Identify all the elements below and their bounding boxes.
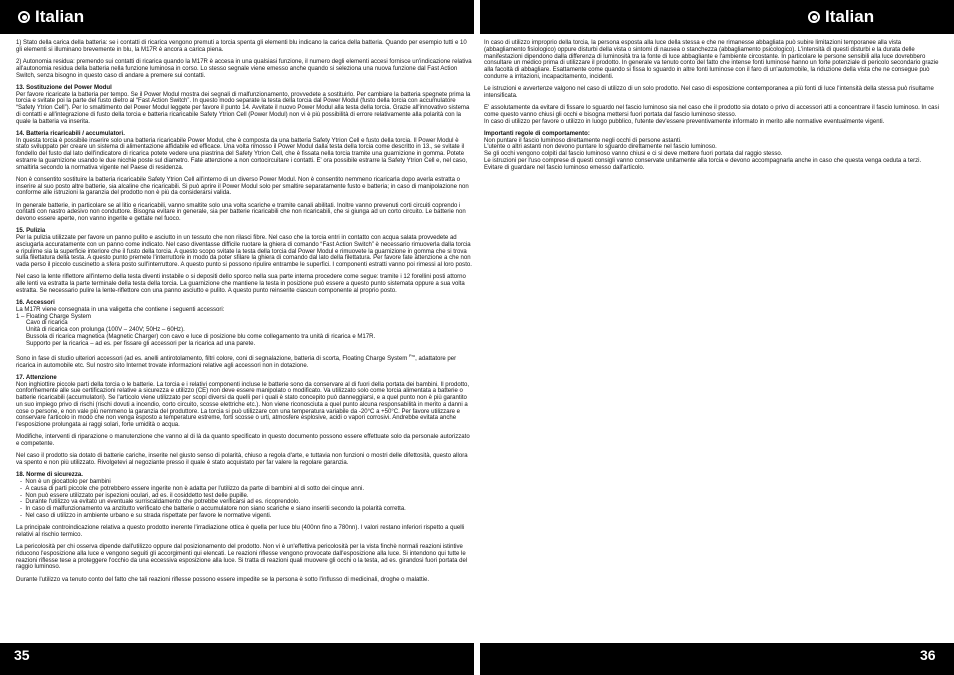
left-column <box>16 40 472 589</box>
section-heading: 18. Norme di sicurezza. <box>16 472 83 479</box>
text-fragment: , adattatore per ricarica in automobile etc. Sul nostro sito Internet trovate informazioni relative agli accessori non in dotazione. <box>16 355 457 369</box>
section-heading: 17. Attenzione <box>16 374 57 381</box>
paragraph: Le istruzioni e avvertenze valgono nel caso di utilizzo di un solo prodotto. Nel caso di esposizione contemporanea a più fonti di luce l'intensità della stessa può risultarne intensificata. <box>484 86 934 99</box>
paragraph: E' assolutamente da evitare di fissare lo sguardo nel fascio luminoso sia nel caso che il prodotto sia dotato o privo di accessori atti a concentrare il fascio luminoso. In casi come questo vanno chiusi gli occhi e bisogna mettersi fuori portata dal fascio luminoso stesso. <box>484 105 939 118</box>
paragraph: La pericolosità per chi osserva dipende dall'utilizzo oppure dal posizionamento del prodotto. Non vi è un'effettiva pericolosità per la vista finchè normali reazioni istintive riducono l'esposizione alla luce e vengono seguiti gli accorgimenti qui elencati. Le reazioni riflesse vengono provocate dall'esposizione alla luce. Si intendono qui tutte le reazioni riflesse tese a proteggere l'occhio da una eccessiva esposizione alla luce. Si tratta di reazioni quali muovere gli occhi o la testa, ad es. girandosi fuori portata del raggio luminoso. <box>16 544 468 571</box>
section-heading: 16. Accessori <box>16 300 55 306</box>
list-item: Bussola di ricarica magnetica (Magnetic Charger) con cavo e luce di posizione blu come collegamento tra unità di ricarica e M17R. <box>26 333 376 340</box>
paragraph: La M17R viene consegnata in una valigetta che contiene i seguenti accessori: <box>16 306 225 313</box>
section-heading: Importanti regole di comportamento: <box>484 130 590 137</box>
language-label-left <box>18 7 84 27</box>
superscript: Pro <box>408 352 416 358</box>
paragraph: Nel caso il prodotto sia dotato di batterie cariche, inserite nel giusto senso di polarità, chiuso a regola d'arte, e tuttavia non funzioni o mostri delle difettosità, questo allora va spento e non più utilizzato. Rivolgetevi al negoziante presso il quale è stato acquistato per far valere la regolare garanzia. <box>16 453 468 467</box>
text-fragment: Sono in fase di studio ulteriori accessori (ad es. anelli antirotolamento, filtri colore, coni di segnalazione, batteria di scorta, Floating Charge System <box>16 355 408 362</box>
paragraph <box>16 353 472 370</box>
list-item: Supporto per la ricarica – ad es. per fissare gli accessori per la ricarica ad una parete. <box>26 340 256 347</box>
bullet-circle-icon <box>808 11 820 23</box>
list-item: Non puntare il fascio luminoso direttamente negli occhi di persone astanti. <box>484 137 682 144</box>
list-item: - Nel caso di utilizzo in ambiente urbano e su strada rispettate per favore le normative vigenti. <box>20 512 272 519</box>
page-number-left: 35 <box>14 647 30 663</box>
list-item: - In caso di malfunzionamento va anzitutto verificato che batterie o accumulatore non siano scariche e siano inseriti secondo la polarità corretta. <box>20 506 406 513</box>
list-item: 1 – Floating Charge System <box>16 313 91 320</box>
list-item: Evitare di guardare nel fascio luminoso emesso dall'articolo. <box>484 164 645 171</box>
page-number-right: 36 <box>920 647 936 663</box>
footer-bar-left <box>0 643 474 675</box>
section-heading: 13. Sostituzione del Power Modul <box>16 84 112 91</box>
list-text: A causa di parti piccole che potrebbero essere ingerite non è adatta per l'utilizzo da parte di bambini al di sotto dei cinque anni. <box>25 485 365 492</box>
language-title: Italian <box>35 7 85 26</box>
list-item: Se gli occhi vengono colpiti dal fascio luminoso vanno chiusi e ci si deve mettere fuori portata dal raggio stesso. <box>484 151 783 157</box>
right-column <box>484 40 940 171</box>
paragraph: Per la pulizia utilizzate per favore un panno pulito e asciutto in un tessuto che non rilasci fibre. Nel caso che la torcia entri in contatto con acqua salata provvedete ad asciugarla accuratamente con un panno come indicato. Nel caso diventasse difficile ruotare la ghiera di comando “Fast Action Switch” è necessario rimuoverla dalla torcia e ripulirne sia la superficie interiore che il fusto della torcia. A questo scopo svitate la testa della torcia dal Power Modul e rimuovete la guarnizione in gomma che si trova sulla filettatura della testa. A questo punto premete l'interruttore in modo da poter sfilare la ghiera di comando dal lato della filettatura. Per favore fate attenzione a che non vada perso il piccolo cuscinetto a sfera posto sull'interruttore. A questo punto si possono ripulire entrambe le superfici. I componenti estratti vanno poi rimessi al loro posto. <box>16 235 472 268</box>
language-title: Italian <box>825 7 875 26</box>
paragraph: Per favore ricaricate la batteria per tempo. Se il Power Modul mostra dei segnali di malfunzionamento, provvedete a sostituirlo. Per cambiare la batteria spegnete prima la torcia e svitate poi la parte del fusto dietro al “Fast Action Switch”. In questo modo separate la testa della torcia dal Power Modul (fusto della torcia con accumulatore “Safety Ytrion Cell”). Per lo smaltimento del Power Modul leggete per favore il punto 14. Avvitate il nuovo Power Modul alla testa della torcia. Grazie all'innovativo sistema di contatti e all'integrazione di fusto della torcia e batteria ricaricabile Safety Ytrion Cell (Power Modul) non vi è più possibilità di errore relativamente alla polarità con la quale la batteria va inserita. <box>16 91 471 125</box>
list-item: - A causa di parti piccole che potrebbero essere ingerite non è adatta per l'utilizzo da parte di bambini al di sotto dei cinque anni. <box>20 485 365 492</box>
paragraph: 2) Autonomia residua: premendo sui contatti di ricarica quando la M17R è accesa in una qualsiasi funzione, il numero degli elementi accesi fornisce un'indicazione relativa all'autonomia residua della batteria nella funzione luminosa in corso. Lo stesso segnale viene emesso anche quando si seleziona una nuova funzione dal Fast Action Switch, senza bisogno in questo caso di andare a premere sui contatti. <box>16 59 472 79</box>
list-item: - Non è un giocattolo per bambini <box>20 479 111 486</box>
list-text: Non è un giocattolo per bambini <box>25 479 111 486</box>
list-text: Non può essere utilizzato per ispezioni oculari, ad es. il cosiddetto test delle pupille. <box>25 492 249 499</box>
list-item: Le istruzioni per l'uso comprese di questi consigli vanno conservate unitamente alla torcia e devono accompagnarla anche in caso che questa venga ceduta a terzi. <box>484 157 922 164</box>
paragraph: Non inghiottire piccole parti della torcia o le batterie. La torcia e i relativi componenti incluse le batterie sono da conservare al di fuori della portata dei bambini. Il prodotto, conformemente alle sue certificazioni relative a sicurezza e utilizzo (CE) non deve essere manipolato o modificato. Va utilizzato solo come torcia alimentata a batterie o batterie ricaricabili (accumulatori). Se l'articolo viene utilizzato per scopi diversi da quelli per i quali è stato concepito può danneggiarsi, e a quel punto non è più garantito un suo impiego privo di rischi (rischi dovuti a incendio, corto circuito, scosse elettriche etc.). Non viene riconosciuta a quel punto alcuna responsabilità in merito a danni a cose o persone, e non vale più nemmeno la garanzia del produttore. La torcia si può utilizzare con una temperatura variabile da -20°C a +50°C. Per favore utilizzare e conservare l'articolo in modo che non venga esposto a temperature estreme, forti scosse o urti, atmosfere esplosive, acidi o vapori corrosivi. Andrebbe evitata anche l'esposizione prolungata ai raggi solari, forte umidità o acqua. <box>16 381 470 429</box>
paragraph: Non è consentito sostituire la batteria ricaricabile Safety Ytrion Cell all'interno di un diverso Power Modul. Non è consentito nemmeno ricaricarla dopo averla estratta o inserire al suo posto altre batterie, sia alcaline che ricaricabili. Si può aprire il Power Modul solo per smaltire separatamente fusto e batteria; in caso di manipolazione non conforme alle istruzioni la garanzia del prodotto non è più da considerarsi valida. <box>16 176 469 197</box>
list-text: Nel caso di utilizzo in ambiente urbano e su strada rispettate per favore le normative vigenti. <box>25 512 272 519</box>
language-label-right <box>808 7 874 27</box>
paragraph: In caso di utilizzo per favore o utilizzo in luogo pubblico, l'utente dev'essere preventivamente informato in merito alle normative eventualmente vigenti. <box>484 118 885 125</box>
header-bar-right <box>480 0 954 34</box>
paragraph: La principale controindicazione relativa a questo prodotto inerente l'irradiazione ottica è quella per luce blu (400nn fino a 780nn). I valori restano inferiori rispetto a quelli relativi al rischio termico. <box>16 525 465 538</box>
list-item: - Durante l'utilizzo va evitato un eventuale surriscaldamento che potrebbe verificarsi ad es. ricoprendolo. <box>20 499 301 506</box>
section-heading: 14. Batteria ricaricabili / accumulatori. <box>16 130 125 137</box>
bullet-circle-icon <box>18 11 30 23</box>
list-item: Cavo di ricarica <box>26 320 68 327</box>
paragraph: 1) Stato della carica della batteria: se i contatti di ricarica vengono premuti a torcia spenta gli elementi blu indicano la carica della batteria. Quando per esempio tutti e 10 gli elementi si illuminano brevemente in blu, la M17R è ancora a carica piena. <box>16 40 467 53</box>
paragraph: In generale batterie, in particolare se al litio e ricaricabili, vanno smaltite solo una volta scariche e tramite canali abilitati. Inoltre vanno prevenuti corti circuiti coprendo i contatti con nastro adesivo non conduttore. Bisogna evitare in generale, sia per batterie ricaricabili che non ricaricabili, che si giunga ad un corto circuito. Le batterie non devono essere aperte, non vanno ingerite e gettate nel fuoco. <box>16 202 466 222</box>
paragraph: Nel caso la lente riflettore all'interno della testa diventi instabile o si depositi dello sporco nella sua parte interna procedere come segue: tramite i 12 forellini posti attorno alle lenti va estratta la parte terminale della testa della torcia. La guarnizione che mantiene la testa in posizione può essere a questo punto sistemata oppure a sua volta estratta. Se necessario pulire la lente-riflettore con una panno asciutto e pulito. A questo punto reinserite ciascun componente al proprio posto. <box>16 274 466 294</box>
paragraph: In caso di utilizzo improprio della torcia, la persona esposta alla luce della stessa e che ne rimanesse abbagliata può subire limitazioni temporanee alla vista (abbagliamento fisiologico) oppure disturbi della vista o sintomi di nausea o stanchezza (abbagliamento psicologico). L'intensità di questi disturbi e la durata delle manifestazioni dipendono dalla differenza di luminosità tra la fonte di luce abbagliante e l'ambiente circostante. In particolare le persone sensibili alla luce dovrebbero consultare un medico prima di utilizzare il prodotto. In generale va tenuto conto del fatto che intense fonti luminose hanno un forte potenziale di pericolo secondario grazie alla facoltà di abbagliare. Esattamente come quando si fissa lo sguardo in altre fonti luminose con il faro di un'automobile, la riduzione della vista che ne consegue può condurre a irritazioni, incapacitamento, incidenti. <box>484 40 939 80</box>
paragraph: Modifiche, interventi di riparazione o manutenzione che vanno al di là da quanto specificato in questo documento possono essere effettuate solo da personale autorizzato e competente. <box>16 434 470 448</box>
paragraph: Durante l'utilizzo va tenuto conto del fatto che tali reazioni riflesse possono essere impedite se la persona è sotto l'influsso di medicinali, droghe o malattie. <box>16 576 430 583</box>
list-item: - Non può essere utilizzato per ispezioni oculari, ad es. il cosiddetto test delle pupille. <box>20 492 249 499</box>
list-text: In caso di malfunzionamento va anzitutto verificato che batterie o accumulatore non siano scariche e siano inseriti secondo la polarità corretta. <box>25 506 406 513</box>
list-item: L'utente o altri astanti non devono puntare lo sguardo direttamente nel fascio luminoso. <box>484 144 717 151</box>
list-item: Unità di ricarica con prolunga (100V – 240V; 50Hz – 60Hz). <box>26 327 185 333</box>
paragraph: In questa torcia è possibile inserire solo una batteria ricaricabile Power Modul, che è composta da una batteria Safety Ytrion Cell e fusto della torcia. Il Power Modul è stato sviluppato per creare un sistema di alimentazione affidabile ed efficace. Una volta rimosso il Power Modul dalla testa della torcia come descritto in 13., se svitate il fondello del fusto dal lato dell'indicatore di ricarica potete vedere una piastrina del Safety Ytrion Cell, che è fissata nella torcia tramite una guarnizione in gomma. Potete estrarre la guarnizione usando le due nicchie poste sul diametro. Fate attenzione a non cortocircuitare i contatti. E' ora possibile estrarre la Safety Ytrion Cell e, nel caso, smaltirla secondo la normativa vigente nel Paese di residenza. <box>16 137 468 171</box>
header-bar-left <box>0 0 474 34</box>
list-text: Durante l'utilizzo va evitato un eventuale surriscaldamento che potrebbe verificarsi ad es. ricoprendolo. <box>25 499 301 506</box>
section-heading: 15. Pulizia <box>16 228 46 235</box>
footer-bar-right <box>480 643 954 675</box>
